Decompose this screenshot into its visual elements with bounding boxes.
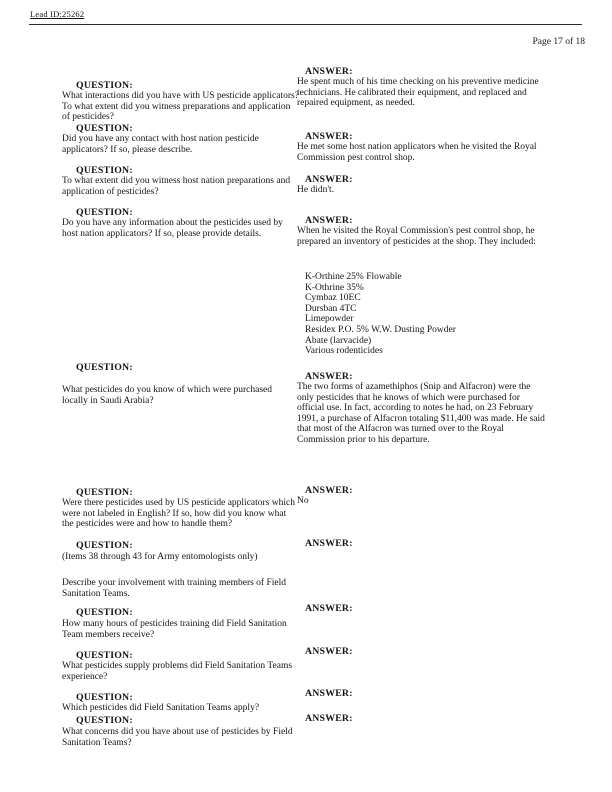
answer-label: ANSWER:	[305, 485, 353, 496]
pesticide-inventory-list	[305, 272, 549, 357]
pesticide-item: Limepowder	[305, 314, 354, 325]
answer-text: He met some host nation applicators when he visited the Royal Commission pest control shop.	[297, 142, 537, 163]
pesticide-item: Various rodenticides	[305, 346, 383, 357]
pesticide-item: Residex P.O. 5% W.W. Dusting Powder	[305, 324, 456, 335]
pesticide-item: Dursban 4TC	[305, 303, 357, 314]
answer-text: The two forms of azamethiphos (Snip and Alfacron) were the only pesticides that he knows of which were purchased for official use. In fact, according to notes he had, on 23 February 1991, a purchase of Alfacron totaling $11,400 was made. He said that most of the Alfacron was turned over to the Royal Commission prior to his departure.	[297, 382, 545, 445]
question-text: To what extent did you witness host nation preparations and application of pesticides?	[62, 176, 291, 197]
page-number: Page 17 of 18	[532, 37, 585, 47]
answer-label: ANSWER:	[305, 603, 353, 614]
question-text: What pesticides do you know of which were purchased locally in Saudi Arabia?	[62, 385, 272, 406]
answer-label: ANSWER:	[305, 174, 353, 185]
question-text: (Items 38 through 43 for Army entomologists only)	[62, 552, 258, 562]
answer-text: No	[297, 496, 309, 506]
question-text: Do you have any information about the pesticides used by host nation applicators? If so, please provide details.	[62, 218, 283, 239]
answer-label: ANSWER:	[305, 131, 353, 142]
pesticide-item: Cymbaz 10EC	[305, 293, 361, 304]
question-text: Were there pesticides used by US pesticide applicators which were not labeled in English? If so, how did you know what the pesticides were and how to handle them?	[62, 498, 295, 529]
pesticide-item: Abate (larvacide)	[305, 335, 372, 346]
answer-label: ANSWER:	[305, 215, 353, 226]
question-label: QUESTION:	[76, 715, 133, 726]
question-label: QUESTION:	[76, 207, 133, 218]
section-note: Describe your involvement with training members of Field Sanitation Teams.	[62, 578, 286, 599]
question-text: How many hours of pesticides training did Field Sanitation Team members receive?	[62, 619, 287, 640]
pesticide-item: K-Othrine 35%	[305, 282, 364, 293]
question-label: QUESTION:	[76, 165, 133, 176]
question-label: QUESTION:	[76, 80, 133, 91]
answer-text: He didn't.	[297, 185, 335, 195]
answer-text: He spent much of his time checking on his preventive medicine technicians. He calibrated their equipment, and replaced and repaired equipment, as needed.	[297, 77, 539, 108]
question-label: QUESTION:	[76, 607, 133, 618]
question-label: QUESTION:	[76, 650, 133, 661]
lead-id: Lead ID:25262	[30, 9, 85, 19]
question-label: QUESTION:	[76, 540, 133, 551]
question-text: What concerns did you have about use of pesticides by Field Sanitation Teams?	[62, 727, 293, 748]
question-text: Which pesticides did Field Sanitation Teams apply?	[62, 703, 260, 713]
answer-label: ANSWER:	[305, 538, 353, 549]
question-text: What interactions did you have with US pesticide applicators? To what extent did you witness preparations and application of pesticides?	[62, 91, 299, 122]
answer-text: When he visited the Royal Commission's pest control shop, he prepared an inventory of pesticides at the shop. They included:	[297, 226, 536, 247]
question-label: QUESTION:	[76, 692, 133, 703]
pesticide-item: K-Orthine 25% Flowable	[305, 272, 402, 282]
question-text: What pesticides supply problems did Field Sanitation Teams experience?	[62, 661, 293, 682]
question-label: QUESTION:	[76, 123, 133, 134]
question-text: Did you have any contact with host nation pesticide applicators? If so, please describe.	[62, 134, 259, 155]
question-label: QUESTION:	[76, 362, 133, 373]
answer-label: ANSWER:	[305, 66, 353, 77]
question-label: QUESTION:	[76, 487, 133, 498]
answer-label: ANSWER:	[305, 688, 353, 699]
answer-label: ANSWER:	[305, 646, 353, 657]
header-divider	[29, 24, 582, 25]
answer-label: ANSWER:	[305, 371, 353, 382]
answer-label: ANSWER:	[305, 713, 353, 724]
